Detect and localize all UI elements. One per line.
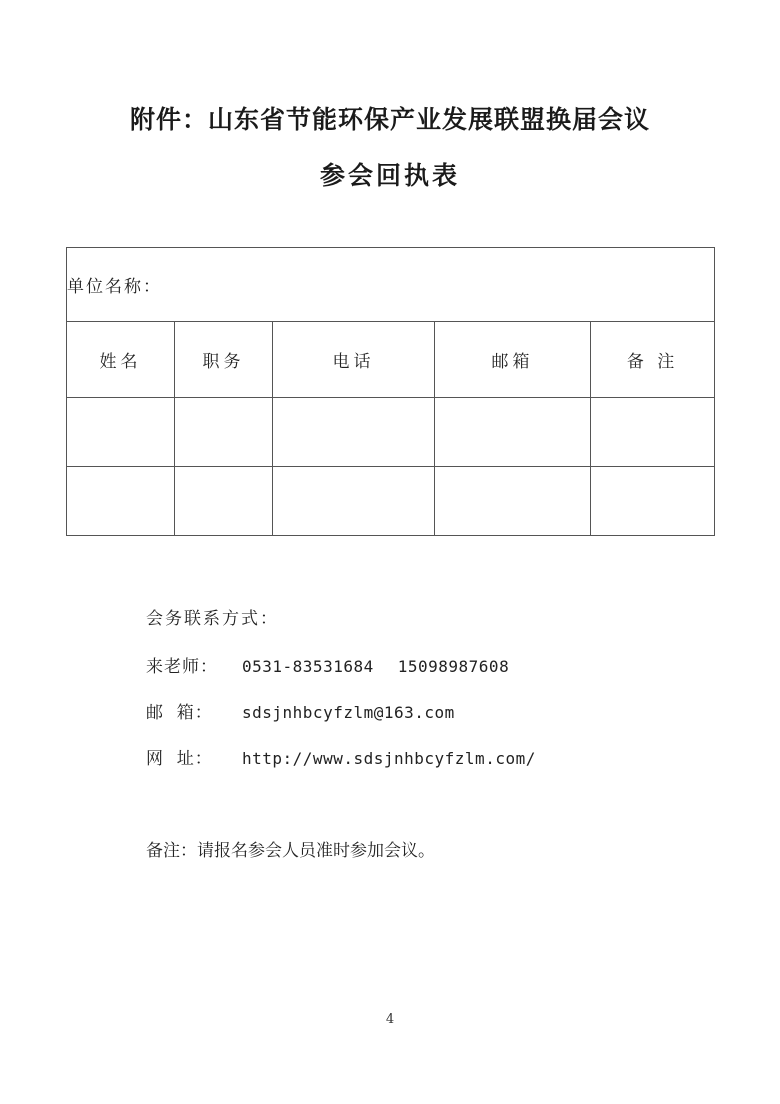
website-url: http://www.sdsjnhbcyfzlm.com/ bbox=[242, 749, 536, 768]
remarks-note: 备注：请报名参会人员准时参加会议。 bbox=[146, 841, 435, 861]
table-row bbox=[67, 398, 715, 467]
document-title-line2: 参会回执表 bbox=[319, 161, 460, 190]
header-name: 姓名 bbox=[67, 322, 175, 398]
header-position: 职务 bbox=[175, 322, 273, 398]
phone-landline: 0531-83531684 bbox=[242, 657, 374, 676]
table-cell[interactable] bbox=[67, 467, 175, 536]
header-remarks: 备 注 bbox=[591, 322, 715, 398]
contact-website-line bbox=[146, 744, 536, 769]
email-label: 邮 箱： bbox=[146, 703, 213, 723]
table-cell[interactable] bbox=[175, 467, 273, 536]
table-cell[interactable] bbox=[435, 467, 591, 536]
header-phone: 电话 bbox=[273, 322, 435, 398]
unit-name-label: 单位名称： bbox=[67, 248, 715, 322]
phone-mobile: 15098987608 bbox=[397, 657, 510, 676]
document-title-line1: 附件：山东省节能环保产业发展联盟换届会议 bbox=[129, 105, 650, 134]
table-cell[interactable] bbox=[273, 398, 435, 467]
teacher-label: 来老师： bbox=[146, 657, 218, 677]
table-cell[interactable] bbox=[273, 467, 435, 536]
email-address: sdsjnhbcyfzlm@163.com bbox=[242, 703, 455, 722]
reply-form-table bbox=[66, 247, 715, 536]
table-cell[interactable] bbox=[67, 398, 175, 467]
unit-name-row bbox=[67, 248, 715, 322]
header-email: 邮箱 bbox=[435, 322, 591, 398]
contact-heading: 会务联系方式： bbox=[146, 609, 279, 629]
table-cell[interactable] bbox=[591, 467, 715, 536]
table-cell[interactable] bbox=[591, 398, 715, 467]
table-header-row bbox=[67, 322, 715, 398]
contact-teacher-line bbox=[146, 652, 509, 677]
table-cell[interactable] bbox=[175, 398, 273, 467]
website-label: 网 址： bbox=[146, 749, 213, 769]
page-number: 4 bbox=[385, 1012, 395, 1027]
table-row bbox=[67, 467, 715, 536]
contact-email-line bbox=[146, 698, 455, 723]
table-cell[interactable] bbox=[435, 398, 591, 467]
